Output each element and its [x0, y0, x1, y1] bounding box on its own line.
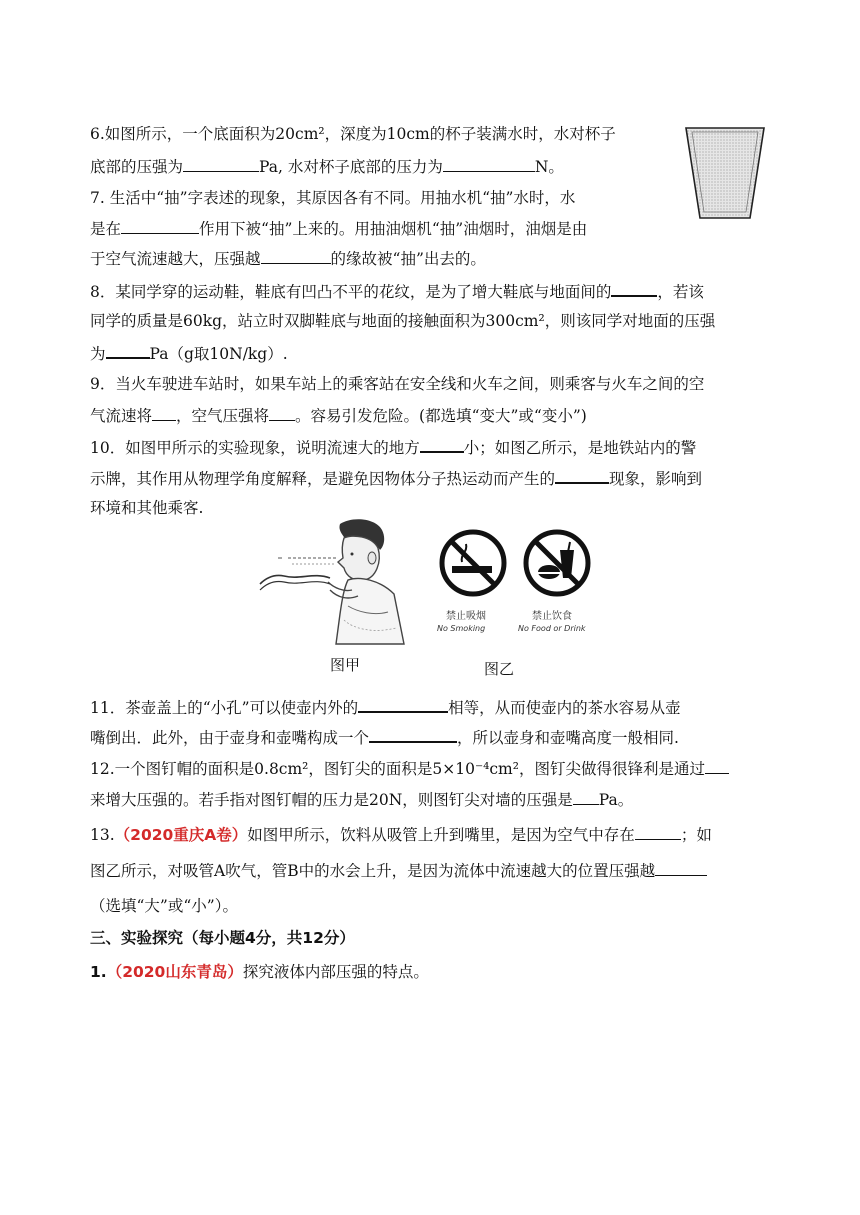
answer-blank[interactable] — [183, 156, 259, 172]
answer-blank[interactable] — [420, 436, 464, 453]
source-tag: （2020重庆A卷） — [114, 826, 248, 844]
q8-line2: 同学的质量是60kg，站立时双脚鞋底与地面的接触面积为300cm²，则该同学对地面的压强 — [90, 312, 716, 330]
q11-line2: 嘴倒出．此外，由于壶身和壶嘴构成一个 ，所以壶身和壶嘴高度一般相同. — [90, 726, 679, 748]
source-tag: （2020山东青岛） — [106, 963, 243, 981]
answer-blank[interactable] — [269, 405, 295, 421]
exp1-line: 1.（2020山东青岛）探究液体内部压强的特点。 — [90, 963, 429, 981]
answer-blank[interactable] — [635, 824, 681, 840]
q13-line3: （选填“大”或“小”）。 — [90, 897, 238, 915]
answer-blank[interactable] — [611, 280, 657, 297]
cup-figure — [684, 124, 768, 222]
q7-line2: 是在 作用下被“抽”上来的。用抽油烟机“抽”油烟时，油烟是由 — [90, 220, 588, 238]
answer-blank[interactable] — [358, 696, 448, 713]
q13-line2: 图乙所示，对吸管A吹气，管B中的水会上升，是因为流体中流速越大的位置压强越 — [90, 860, 707, 881]
boy-blowing-paper-figure — [248, 516, 408, 646]
q6-line1: 6.如图所示，一个底面积为20cm²，深度为10cm的杯子装满水时，水对杯子 — [90, 125, 616, 143]
q13-line1: 13.（2020重庆A卷）如图甲所示，饮料从吸管上升到嘴里，是因为空气中存在 ；如 — [90, 826, 712, 844]
answer-blank[interactable] — [555, 467, 609, 484]
q9-line2: 气流速将 ，空气压强将 。容易引发危险。(都选填“变大”或“变小”) — [90, 407, 587, 425]
no-smoking-sign-icon — [438, 528, 508, 598]
q10-line1: 10．如图甲所示的实验现象，说明流速大的地方 小；如图乙所示，是地铁站内的警 — [90, 436, 696, 458]
sign2-cn-label: 禁止饮食 — [532, 611, 572, 622]
answer-blank[interactable] — [261, 248, 331, 264]
answer-blank[interactable] — [655, 860, 707, 876]
answer-blank[interactable] — [573, 789, 599, 805]
answer-blank[interactable] — [106, 342, 150, 359]
answer-blank[interactable] — [369, 726, 457, 743]
figure-caption-b: 图乙 — [484, 660, 515, 678]
q7-line1: 7. 生活中“抽”字表述的现象，其原因各有不同。用抽水机“抽”水时，水 — [90, 189, 576, 207]
no-food-drink-sign-icon — [522, 528, 592, 598]
sign2-en-label: No Food or Drink — [518, 624, 586, 633]
sign1-cn-label: 禁止吸烟 — [446, 611, 486, 622]
q6-line2: 底部的压强为 Pa, 水对杯子底部的压力为 N。 — [90, 158, 564, 176]
sign1-en-label: No Smoking — [437, 624, 486, 633]
answer-blank[interactable] — [705, 758, 729, 774]
q10-line2: 示牌，其作用从物理学角度解释，是避免因物体分子热运动而产生的 现象，影响到 — [90, 467, 702, 489]
answer-blank[interactable] — [121, 218, 199, 234]
q12-line1: 12.一个图钉帽的面积是0.8cm²，图钉尖的面积是5×10⁻⁴cm²，图钉尖做得很锋利是通过 — [90, 758, 729, 779]
q8-line3: 为 Pa（g取10N/kg）. — [90, 342, 288, 364]
q7-line3: 于空气流速越大，压强越 的缘故被“抽”出去的。 — [90, 250, 486, 268]
figure-caption-a: 图甲 — [330, 656, 361, 674]
q12-line2: 来增大压强的。若手指对图钉帽的压力是20N，则图钉尖对墙的压强是 Pa。 — [90, 791, 634, 809]
q9-line1: 9．当火车驶进车站时，如果车站上的乘客站在安全线和火车之间，则乘客与火车之间的空 — [90, 375, 705, 393]
answer-blank[interactable] — [152, 405, 176, 421]
section-heading: 三、实验探究（每小题4分，共12分） — [90, 929, 355, 947]
q10-line3: 环境和其他乘客. — [90, 499, 204, 517]
q11-line1: 11．茶壶盖上的“小孔”可以使壶内外的 相等，从而使壶内的茶水容易从壶 — [90, 696, 681, 718]
q8-line1: 8．某同学穿的运动鞋，鞋底有凹凸不平的花纹，是为了增大鞋底与地面间的 ，若该 — [90, 280, 704, 302]
answer-blank[interactable] — [443, 156, 535, 172]
